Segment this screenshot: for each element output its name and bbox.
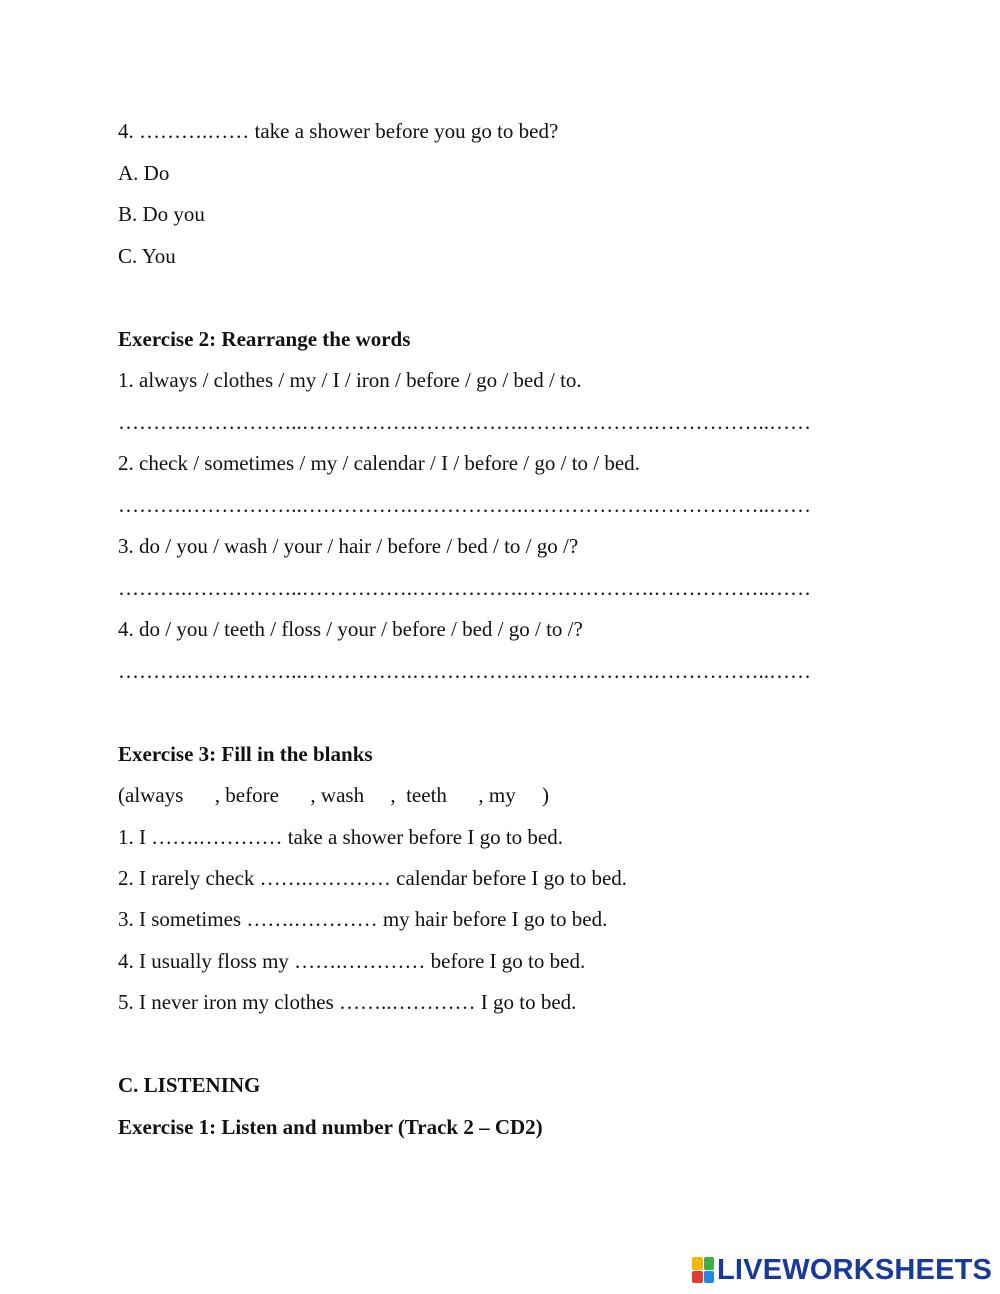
exercise3-item-3[interactable]: 3. I sometimes …….………… my hair before I go to bed. <box>118 907 608 931</box>
listening-exercise1-heading: Exercise 1: Listen and number (Track 2 – CD2) <box>118 1115 543 1139</box>
exercise3-word-bank: (always , before , wash , teeth , my ) <box>118 783 549 807</box>
exercise2-heading: Exercise 2: Rearrange the words <box>118 327 411 351</box>
liveworksheets-logo-icon <box>692 1257 714 1283</box>
exercise2-item-3: 3. do / you / wash / your / hair / before / bed / to / go /? <box>118 534 579 558</box>
liveworksheets-logo[interactable] <box>692 1255 992 1285</box>
exercise2-item-4: 4. do / you / teeth / floss / your / before / bed / go / to /? <box>118 617 583 641</box>
liveworksheets-logo-text: LIVEWORKSHEETS <box>717 1253 993 1286</box>
exercise2-answer-line-2[interactable]: ……….……………..…………….…………….……………….……………..…… <box>118 493 811 517</box>
exercise3-heading: Exercise 3: Fill in the blanks <box>118 742 373 766</box>
exercise2-item-1: 1. always / clothes / my / I / iron / before / go / bed / to. <box>118 368 582 392</box>
exercise3-item-4[interactable]: 4. I usually floss my …….………… before I go to bed. <box>118 949 586 973</box>
exercise2-answer-line-1[interactable]: ……….……………..…………….…………….……………….……………..…… <box>118 410 811 434</box>
exercise2-item-2: 2. check / sometimes / my / calendar / I / before / go / to / bed. <box>118 451 640 475</box>
exercise2-answer-line-4[interactable]: ……….……………..…………….…………….……………….……………..…… <box>118 659 811 683</box>
mc-question: 4. ……….…… take a shower before you go to bed? <box>118 119 559 143</box>
mc-option-a: A. Do <box>118 161 170 185</box>
exercise3-item-5[interactable]: 5. I never iron my clothes ……..………… I go to bed. <box>118 990 577 1014</box>
exercise3-item-2[interactable]: 2. I rarely check …….………… calendar before I go to bed. <box>118 866 628 890</box>
exercise2-answer-line-3[interactable]: ……….……………..…………….…………….……………….……………..…… <box>118 576 811 600</box>
exercise3-item-1[interactable]: 1. I …….………… take a shower before I go to bed. <box>118 825 563 849</box>
mc-option-b: B. Do you <box>118 202 205 226</box>
mc-option-c: C. You <box>118 244 176 268</box>
listening-heading: C. LISTENING <box>118 1073 261 1097</box>
